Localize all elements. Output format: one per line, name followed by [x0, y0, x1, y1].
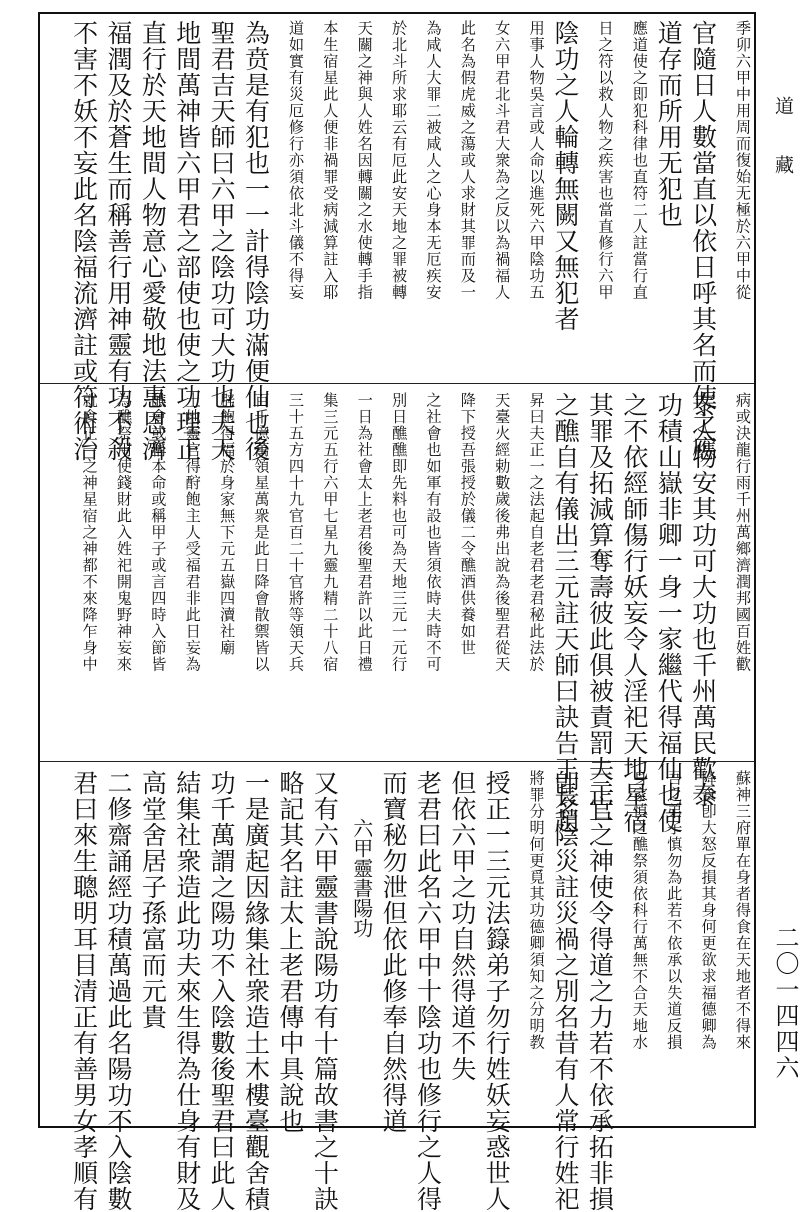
text-column: 道存而所用无犯也: [654, 20, 684, 228]
text-column: 應道使之即犯科律也直符二人註當行直: [630, 20, 649, 301]
text-column: 降食卽大怒反損其身何更欲求福德卿為: [699, 770, 718, 1051]
text-panel-bottom: [44, 770, 752, 1212]
text-column: 集三元五行六甲七星九靈九精二十八宿: [321, 392, 340, 673]
text-column: 為贲是有犯也一一計得陰功滿便仙也後: [241, 20, 271, 462]
text-column: 六甲靈書陽功: [349, 818, 374, 938]
page-number: 二〇一四四六: [771, 925, 799, 1081]
text-column: 不害不妖不妄此名陰福流濟註或符術治: [69, 20, 99, 462]
text-column: 此名為假虎威之蕩或人求財其罪而及一: [458, 20, 477, 301]
text-column: 醮會或稱本命或稱甲子或言四時入節皆: [149, 392, 168, 673]
text-column: 女六甲君北斗君大衆為之反以為禍福人: [493, 20, 512, 301]
text-column: 聖君吉天師曰六甲之陰功可大功也夫天: [207, 20, 237, 462]
text-column: 為咸人大罪二被咸人之心身本无厄疾安: [424, 20, 443, 301]
text-column: 之醮自有儀出三元註天師曰訣告王長趙: [551, 392, 581, 834]
text-column: 為醮祭用使錢財此入姓祀開鬼野神妄來: [114, 392, 133, 673]
text-column: 陰功之人輪轉無闕又無犯者: [551, 20, 581, 332]
text-column: 泰人物安其功可大功也千州萬民歡泰: [688, 392, 718, 808]
text-column: 但依六甲之功自然得道不失: [447, 770, 477, 1082]
text-column: 辟飽得福於身家無下元五嶽四瀆社廟: [218, 392, 237, 656]
text-column: 昇曰夫正一之法起自老君老君秘此法於: [527, 392, 546, 673]
text-column: 君曰來生聰明耳目清正有善男女孝順有: [69, 770, 99, 1212]
text-column: 吾之弟子慎勿為此若不依承以失道反損: [665, 770, 684, 1051]
text-column: 直行於天地間人物意心愛敬地法惠恩濟: [138, 20, 168, 462]
text-column: 就食正一之神星宿之神都不來降乍身中: [80, 392, 99, 673]
text-column: 蘇神三府單在身者得食在天地者不得來: [734, 770, 752, 1051]
text-column: 一日為社會太上老君後聖君許以此日禮: [355, 392, 374, 673]
text-column: 功積山嶽非卿一身一家繼代得福仙也使: [654, 392, 684, 834]
text-column: 之社會也如軍有設也皆須依時夫時不可: [424, 392, 443, 673]
text-column: 地間萬神皆六甲君之部使也使之功理正: [172, 20, 202, 462]
text-column: 降下授吾張授於儀二令醮酒供養如世: [458, 392, 477, 656]
text-column: 道如實有災厄修行亦須依北斗儀不得妄: [286, 20, 305, 301]
text-column: 其罪及拓減算奪壽彼此俱被責罰夫正一: [585, 392, 615, 834]
text-column: 福潤及於蒼生而稱善行用神靈有功不殺: [103, 20, 133, 462]
text-column: 季卯六甲中用周而復始无極於六甲中從: [734, 20, 752, 301]
text-column: 天關之神與人姓名因轉關之水使轉手指: [355, 20, 374, 301]
text-column: 百千億萬領星萬衆是此日降會散禦皆以: [252, 392, 271, 673]
text-column: 將罪分明何更覓其功德卿須知之分明教: [527, 770, 546, 1051]
book-title: 道藏: [772, 96, 794, 214]
text-column: 三官之神使令得道之力若不依承拓非損: [585, 770, 615, 1212]
text-column: 授正一三元法籙弟子勿行姓妖妄惑世人: [482, 770, 512, 1212]
text-column: 二修齋誦經功積萬過此名陽功不入陰數: [103, 770, 133, 1212]
text-column: 用事人物吳言或人命以進死六甲陰功五: [527, 20, 546, 301]
text-column: 老君曰此名六甲中十陰功也修行之人得: [413, 770, 443, 1212]
text-column: 結集社衆造此功夫來生得為仕身有財及: [172, 770, 202, 1212]
text-column: 土地靈官得酧飽主人受福君非此日妄為: [183, 392, 202, 673]
text-column: 病或決龍行雨千州萬鄉濟潤邦國百姓歡: [734, 392, 752, 673]
text-column: 卽名陰災註災禍之別名昔有人常行姓祀: [551, 770, 581, 1212]
text-column: 天臺火經勅數歲後弗出說為後聖君從天: [493, 392, 512, 673]
text-column: 三十五方四十九官百二十官將等領天兵: [286, 392, 305, 673]
text-column: 別日醮醮即先料也可為天地三元一元行: [390, 392, 409, 673]
text-panel-middle: [44, 392, 752, 834]
text-column: 官隨日人數當直以依日呼其名而使之應: [688, 20, 718, 462]
text-column: 本生宿星此人便非禍罪受病減算註入耶: [321, 20, 340, 301]
text-column: 高堂舍居子孫富而元貴: [138, 770, 168, 1030]
text-column: 一是廣起因緣集社衆造土木樓臺觀舍積: [241, 770, 271, 1212]
text-column: 而寶秘勿泄但依此修奉自然得道: [379, 770, 409, 1134]
text-panel-top: [44, 20, 752, 462]
text-column: 日之符以救人物之疾害也當直修行六甲: [596, 20, 615, 301]
text-column: 於北斗所求耶云有厄此安天地之罪被轉: [390, 20, 409, 301]
text-column: 功千萬謂之陽功不入陰數後聖君曰此人: [207, 770, 237, 1212]
text-column: 略記其名註太上老君傳中具說也: [275, 770, 305, 1134]
text-column: 身家慎之醮祭須依科行萬無不合天地水: [630, 770, 649, 1051]
text-column: 之不依經師傷行妖妄令人淫祀天地星宿: [619, 392, 649, 834]
text-column: 又有六甲靈書說陽功有十篇故書之十訣: [310, 770, 340, 1212]
